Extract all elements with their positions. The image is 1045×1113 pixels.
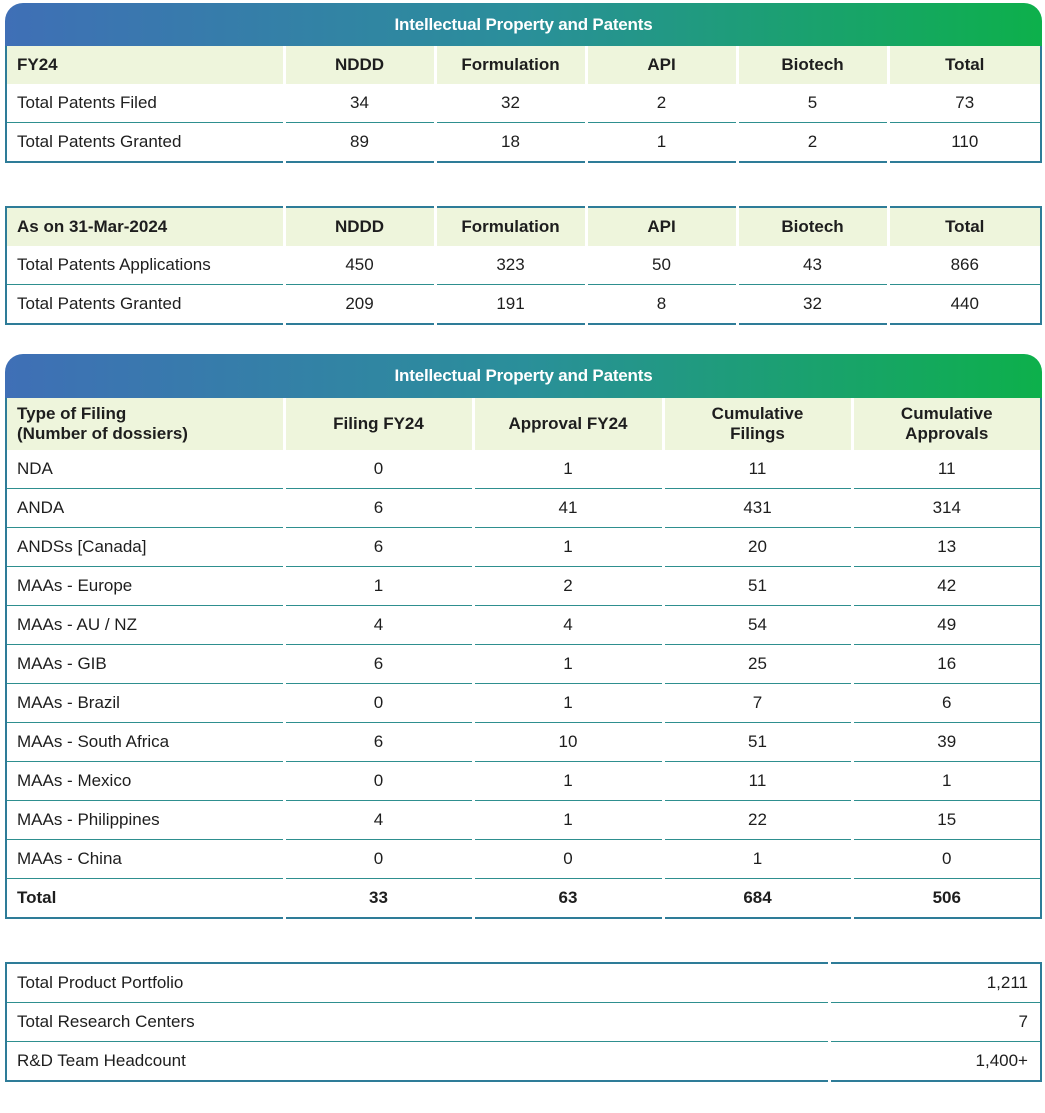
ip-patents-fy24-section: [5, 3, 1042, 163]
table-cell: 20: [663, 528, 852, 567]
table-header-row: [6, 46, 1041, 84]
row-label: ANDA: [6, 489, 284, 528]
row-label: Total Patents Applications: [6, 246, 284, 285]
fy24-patents-table: [5, 46, 1042, 163]
total-row: [6, 879, 1041, 919]
filings-approvals-section: [5, 354, 1042, 919]
row-label: MAAs - China: [6, 840, 284, 879]
column-header: FY24: [6, 46, 284, 84]
table-cell: 2: [586, 84, 737, 123]
table-cell: 13: [852, 528, 1041, 567]
table-row: [6, 489, 1041, 528]
table-cell: 1: [852, 762, 1041, 801]
table-cell: 2: [473, 567, 663, 606]
table-cell: 7: [829, 1003, 1041, 1042]
column-header: API: [586, 46, 737, 84]
table-cell: 50: [586, 246, 737, 285]
table-cell: 43: [737, 246, 888, 285]
table-cell: 32: [737, 285, 888, 325]
table-cell: 6: [852, 684, 1041, 723]
table-cell: 39: [852, 723, 1041, 762]
table-cell: 42: [852, 567, 1041, 606]
table-cell: 41: [473, 489, 663, 528]
patents-as-on-date-section: [5, 206, 1042, 325]
table-row: [6, 528, 1041, 567]
row-label: Total Research Centers: [6, 1003, 829, 1042]
table-cell: 7: [663, 684, 852, 723]
table-row: [6, 246, 1041, 285]
column-header: NDDD: [284, 46, 435, 84]
table-cell: 0: [284, 450, 473, 489]
table-cell: 89: [284, 123, 435, 163]
column-header: Total: [888, 207, 1041, 246]
table-row: [6, 963, 1041, 1003]
row-label: ANDSs [Canada]: [6, 528, 284, 567]
column-header: Approval FY24: [473, 398, 663, 450]
table-row: [6, 84, 1041, 123]
patents-as-on-date-table: [5, 206, 1042, 325]
filings-table-body: [6, 450, 1041, 918]
table-cell: 51: [663, 567, 852, 606]
table-cell: 1: [284, 567, 473, 606]
table-row: [6, 285, 1041, 325]
table-cell: 5: [737, 84, 888, 123]
table-cell: 8: [586, 285, 737, 325]
table-cell: 6: [284, 528, 473, 567]
row-label: NDA: [6, 450, 284, 489]
table-cell: 16: [852, 645, 1041, 684]
table-cell: 1: [473, 450, 663, 489]
table-cell: 32: [435, 84, 586, 123]
table-cell: 1: [473, 645, 663, 684]
table-cell: 22: [663, 801, 852, 840]
column-header: Total: [888, 46, 1041, 84]
table-cell: 431: [663, 489, 852, 528]
table-row: [6, 645, 1041, 684]
table-cell: 18: [435, 123, 586, 163]
portfolio-summary-section: [5, 962, 1042, 1082]
section-banner: Intellectual Property and Patents: [5, 354, 1042, 398]
table-cell: 63: [473, 879, 663, 919]
table-cell: 25: [663, 645, 852, 684]
column-header: Biotech: [737, 207, 888, 246]
table-cell: 191: [435, 285, 586, 325]
table-row: [6, 450, 1041, 489]
table-cell: 0: [852, 840, 1041, 879]
column-header: API: [586, 207, 737, 246]
column-header: Formulation: [435, 207, 586, 246]
column-header: As on 31-Mar-2024: [6, 207, 284, 246]
filings-approvals-table: [5, 398, 1042, 919]
table-row: [6, 801, 1041, 840]
row-label: MAAs - Europe: [6, 567, 284, 606]
row-label: MAAs - Philippines: [6, 801, 284, 840]
table-cell: 323: [435, 246, 586, 285]
table-cell: 450: [284, 246, 435, 285]
row-label: MAAs - GIB: [6, 645, 284, 684]
table-cell: 1,211: [829, 963, 1041, 1003]
column-header: NDDD: [284, 207, 435, 246]
table-header-row: [6, 398, 1041, 450]
table-cell: 1: [473, 762, 663, 801]
table-row: [6, 1003, 1041, 1042]
table-cell: 506: [932, 888, 961, 907]
table-cell: 1: [586, 123, 737, 163]
column-header: Type of Filing (Number of dossiers): [6, 398, 284, 450]
table-cell: 1,400+: [975, 1051, 1028, 1070]
column-header: Biotech: [737, 46, 888, 84]
table-cell: 15: [852, 801, 1041, 840]
row-label: MAAs - Mexico: [6, 762, 284, 801]
table-row: [6, 567, 1041, 606]
portfolio-summary-table: [5, 962, 1042, 1082]
table-cell: 11: [663, 450, 852, 489]
table-cell: 11: [663, 762, 852, 801]
table-cell: 0: [284, 684, 473, 723]
row-label: MAAs - South Africa: [6, 723, 284, 762]
table-cell: 4: [284, 801, 473, 840]
row-label: Total Patents Granted: [6, 123, 284, 163]
table-cell: 49: [852, 606, 1041, 645]
table-cell: 6: [284, 645, 473, 684]
row-label: MAAs - AU / NZ: [6, 606, 284, 645]
table-cell: 0: [284, 762, 473, 801]
column-header: Cumulative Filings: [663, 398, 852, 450]
table-cell: 4: [284, 606, 473, 645]
table-cell: 0: [284, 840, 473, 879]
table-cell: 314: [852, 489, 1041, 528]
table-cell: 1: [473, 528, 663, 567]
table-cell: 209: [284, 285, 435, 325]
table-cell: 1: [473, 801, 663, 840]
table-cell: 6: [284, 489, 473, 528]
column-header: Cumulative Approvals: [852, 398, 1041, 450]
table-row: [6, 723, 1041, 762]
table-row: [6, 606, 1041, 645]
table-row: [6, 1042, 1041, 1082]
row-label: R&D Team Headcount: [6, 1042, 829, 1082]
section-banner: Intellectual Property and Patents: [5, 3, 1042, 46]
row-label: MAAs - Brazil: [6, 684, 284, 723]
table-cell: 10: [473, 723, 663, 762]
table-cell: 684: [663, 879, 852, 919]
table-cell: 4: [473, 606, 663, 645]
row-label: Total Patents Granted: [6, 285, 284, 325]
table-cell: 34: [284, 84, 435, 123]
table-cell: 11: [852, 450, 1041, 489]
table-cell: 54: [663, 606, 852, 645]
table-header-row: [6, 207, 1041, 246]
table-cell: 866: [888, 246, 1041, 285]
table-cell: 73: [888, 84, 1041, 123]
table-cell: 1: [473, 684, 663, 723]
table-row: [6, 123, 1041, 163]
table-cell: 33: [284, 879, 473, 919]
table-cell: 6: [284, 723, 473, 762]
column-header: Formulation: [435, 46, 586, 84]
table-row: [6, 684, 1041, 723]
table-cell: 1: [663, 840, 852, 879]
table-cell: 2: [737, 123, 888, 163]
table-cell: 440: [950, 294, 979, 313]
table-cell: 51: [663, 723, 852, 762]
row-label: Total: [6, 879, 284, 919]
table-row: [6, 762, 1041, 801]
table-cell: 0: [473, 840, 663, 879]
row-label: Total Patents Filed: [6, 84, 284, 123]
column-header: Filing FY24: [284, 398, 473, 450]
table-cell: 110: [951, 132, 979, 151]
table-row: [6, 840, 1041, 879]
row-label: Total Product Portfolio: [6, 963, 829, 1003]
